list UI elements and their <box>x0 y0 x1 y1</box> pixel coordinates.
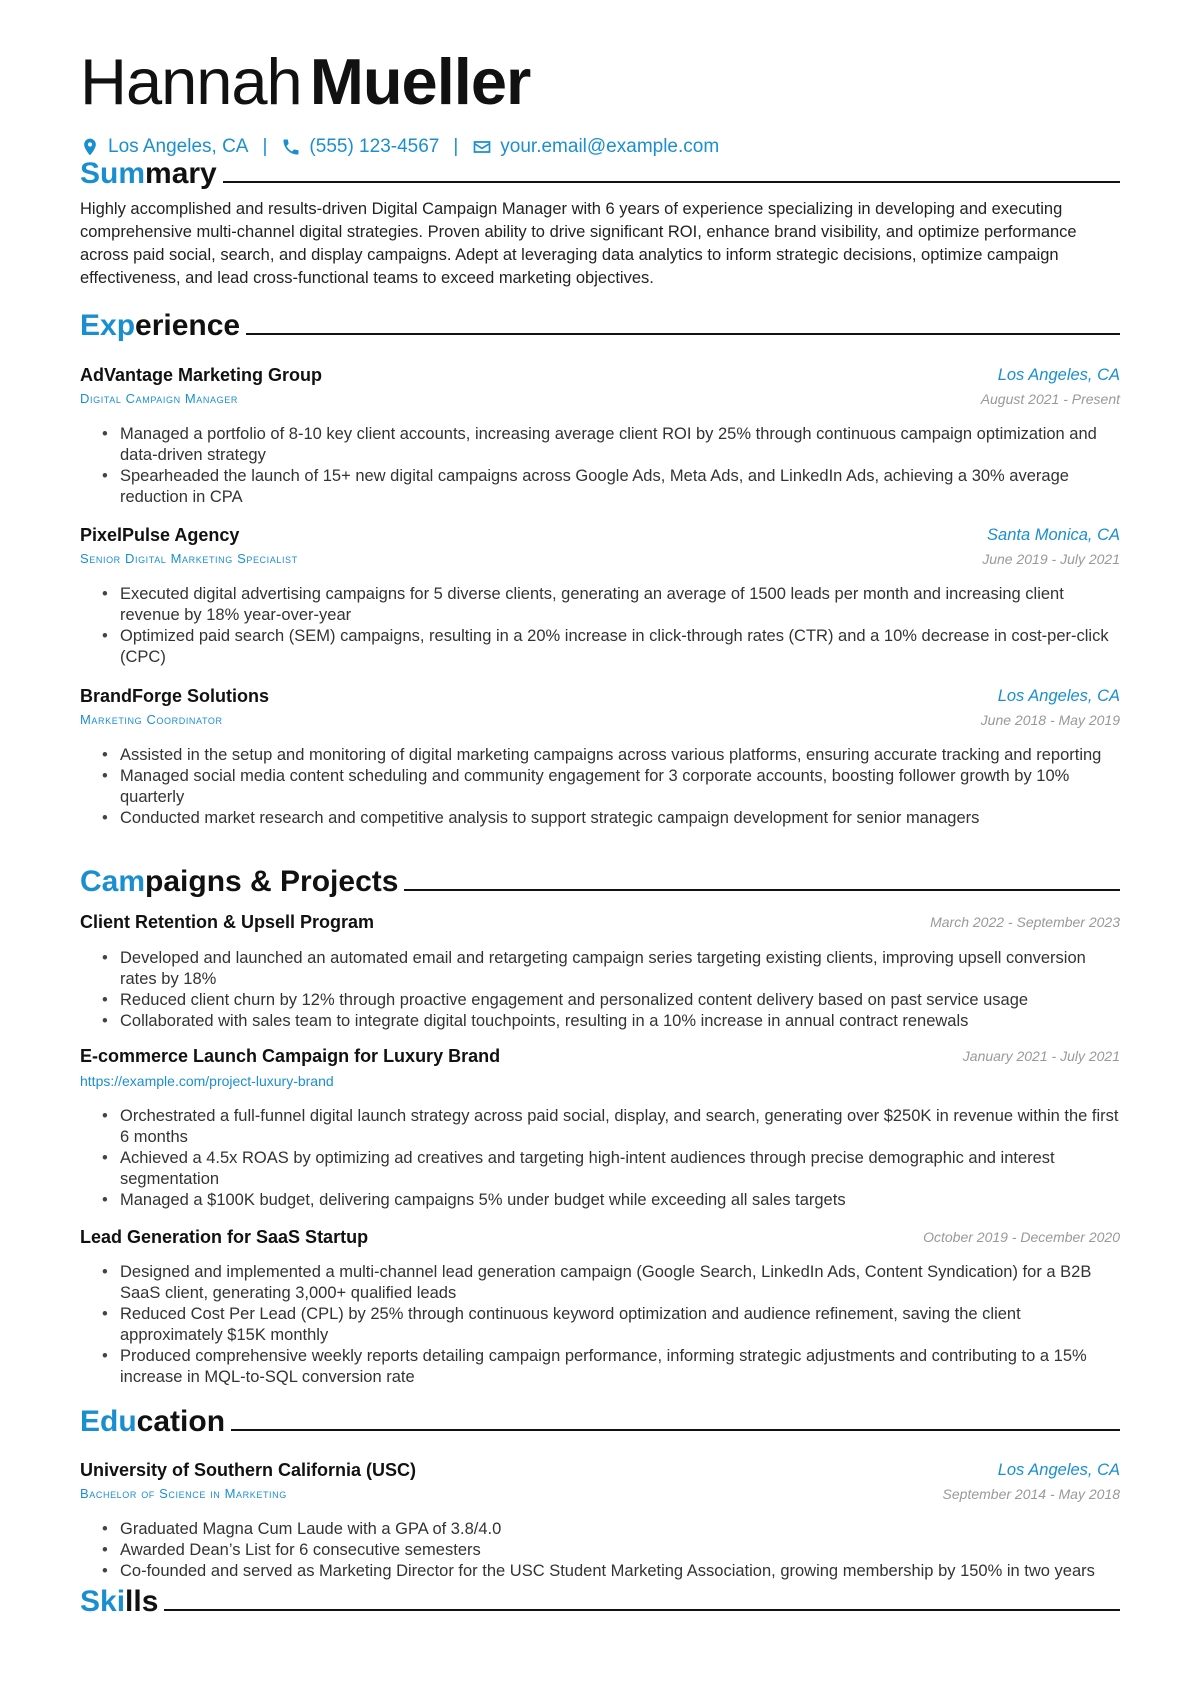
project-name: E-commerce Launch Campaign for Luxury Brand <box>80 1046 501 1066</box>
project-dates: October 2019 - December 2020 <box>923 1229 1120 1245</box>
job-location: Santa Monica, CA <box>987 526 1120 544</box>
section-title <box>80 1405 231 1439</box>
list-item: • Co-founded and served as Marketing Director for the USC Student Marketing Association, growing membership by 150% in two years <box>102 1561 1120 1582</box>
school-name: University of Southern California (USC) <box>80 1460 417 1480</box>
section-title <box>80 865 404 899</box>
list-item: • Produced comprehensive weekly reports detailing campaign performance, informing strategic adjustments and contributing to a 15% increase in MQL-to-SQL conversion rate <box>102 1346 1120 1388</box>
list-item: • Collaborated with sales team to integrate digital touchpoints, resulting in a 10% increase in annual contract renewals <box>102 1011 1120 1032</box>
job-dates: August 2021 - Present <box>980 391 1120 407</box>
title-accent: Exp <box>80 309 136 342</box>
title-rest: erience <box>135 309 241 342</box>
job-company: BrandForge Solutions <box>80 686 269 706</box>
project-name: Lead Generation for SaaS Startup <box>80 1227 369 1247</box>
project-bullets <box>102 1262 1120 1388</box>
title-rest: paigns & Projects <box>145 865 399 898</box>
list-item: • Orchestrated a full-funnel digital launch strategy across paid social, display, and search, generating over $250K in revenue within the first 6 months <box>102 1106 1120 1148</box>
project-name: Client Retention & Upsell Program <box>80 912 375 932</box>
list-item: • Managed social media content scheduling and community engagement for 3 corporate accounts, boosting follower growth by 10% quarterly <box>102 766 1120 808</box>
list-item: • Executed digital advertising campaigns for 5 diverse clients, generating an average of 1500 leads per month and increasing client revenue by 18% year-over-year <box>102 584 1120 626</box>
job-bullets <box>102 424 1120 508</box>
list-item: • Conducted market research and competitive analysis to support strategic campaign development for senior managers <box>102 808 1120 829</box>
list-item: • Spearheaded the launch of 15+ new digital campaigns across Google Ads, Meta Ads, and LinkedIn Ads, achieving a 30% average reduction in CPA <box>102 466 1120 508</box>
job-location: Los Angeles, CA <box>997 687 1120 705</box>
skills-heading <box>80 1582 1120 1622</box>
job-company: PixelPulse Agency <box>80 525 240 545</box>
section-title <box>80 1585 164 1619</box>
list-item: • Achieved a 4.5x ROAS by optimizing ad creatives and targeting high-intent audiences through precise demographic and interest segmentation <box>102 1148 1120 1190</box>
section-title <box>80 157 223 191</box>
education-dates: September 2014 - May 2018 <box>942 1486 1120 1502</box>
location-text: Los Angeles, CA <box>108 136 249 157</box>
list-item: • Reduced client churn by 12% through proactive engagement and personalized content delivery based on past service usage <box>102 990 1120 1011</box>
job-company: AdVantage Marketing Group <box>80 365 323 385</box>
section-rule <box>246 333 1120 335</box>
candidate-name <box>80 42 530 122</box>
contact-separator: | <box>453 136 459 157</box>
education-heading <box>80 1402 1120 1442</box>
projects-heading <box>80 862 1120 902</box>
job-bullets <box>102 745 1120 829</box>
list-item: • Graduated Magna Cum Laude with a GPA of 3.8/4.0 <box>102 1519 1120 1540</box>
project-bullets <box>102 948 1120 1032</box>
project-bullets <box>102 1106 1120 1211</box>
job-role: Senior Digital Marketing Specialist <box>80 551 298 566</box>
title-rest: cation <box>136 1405 226 1438</box>
job-dates: June 2018 - May 2019 <box>980 712 1120 728</box>
education-bullets <box>102 1519 1120 1582</box>
title-accent: Sum <box>80 157 146 190</box>
project-dates: March 2022 - September 2023 <box>930 914 1120 930</box>
section-rule <box>223 181 1120 183</box>
phone-text: (555) 123-4567 <box>309 136 440 157</box>
last-name: Mueller <box>309 45 531 118</box>
title-rest: lls <box>125 1585 159 1618</box>
summary-text: Highly accomplished and results-driven Digital Campaign Manager with 6 years of experience specializing in developing and executing comprehensive multi-channel digital strategies. Proven ability to drive significant ROI, enhance brand visibility, and optimize performance across paid social, search, and display campaigns. Adept at leveraging data analytics to inform strategic decisions, optimize campaign effectiveness, and lead cross-functional teams to exceed marketing objectives. <box>80 200 1077 287</box>
title-accent: Ski <box>80 1585 126 1618</box>
job-role: Digital Campaign Manager <box>80 391 238 406</box>
job-role: Marketing Coordinator <box>80 712 223 727</box>
list-item: • Developed and launched an automated email and retargeting campaign series targeting existing clients, improving upsell conversion rates by 18% <box>102 948 1120 990</box>
list-item: • Optimized paid search (SEM) campaigns, resulting in a 20% increase in click-through rates (CTR) and a 10% decrease in cost-per-click (CPC) <box>102 626 1120 668</box>
first-name: Hannah <box>80 45 302 118</box>
list-item: • Managed a $100K budget, delivering campaigns 5% under budget while exceeding all sales targets <box>102 1190 1120 1211</box>
section-rule <box>404 889 1120 891</box>
section-rule <box>231 1429 1120 1431</box>
contact-separator: | <box>262 136 268 157</box>
list-item: • Designed and implemented a multi-channel lead generation campaign (Google Search, LinkedIn Ads, Content Syndication) for a B2B SaaS client, generating 3,000+ qualified leads <box>102 1262 1120 1304</box>
project-link[interactable]: https://example.com/project-luxury-brand <box>80 1073 334 1089</box>
job-location: Los Angeles, CA <box>997 366 1120 384</box>
project-dates: January 2021 - July 2021 <box>962 1048 1120 1064</box>
email-link[interactable]: your.email@example.com <box>500 136 720 157</box>
list-item: • Managed a portfolio of 8-10 key client accounts, increasing average client ROI by 25% through continuous campaign optimization and data-driven strategy <box>102 424 1120 466</box>
list-item: • Awarded Dean’s List for 6 consecutive semesters <box>102 1540 1120 1561</box>
title-accent: Edu <box>80 1405 137 1438</box>
title-accent: Cam <box>80 865 146 898</box>
job-dates: June 2019 - July 2021 <box>982 551 1120 567</box>
section-rule <box>164 1609 1120 1611</box>
experience-heading <box>80 306 1120 346</box>
section-title <box>80 309 246 343</box>
list-item: • Assisted in the setup and monitoring of digital marketing campaigns across various platforms, ensuring accurate tracking and reporting <box>102 745 1120 766</box>
title-rest: mary <box>145 157 217 190</box>
job-bullets <box>102 584 1120 668</box>
degree: Bachelor of Science in Marketing <box>80 1486 287 1501</box>
list-item: • Reduced Cost Per Lead (CPL) by 25% through continuous keyword optimization and audience refinement, saving the client approximately $15K monthly <box>102 1304 1120 1346</box>
summary-heading <box>80 154 1120 194</box>
school-location: Los Angeles, CA <box>997 1461 1120 1479</box>
